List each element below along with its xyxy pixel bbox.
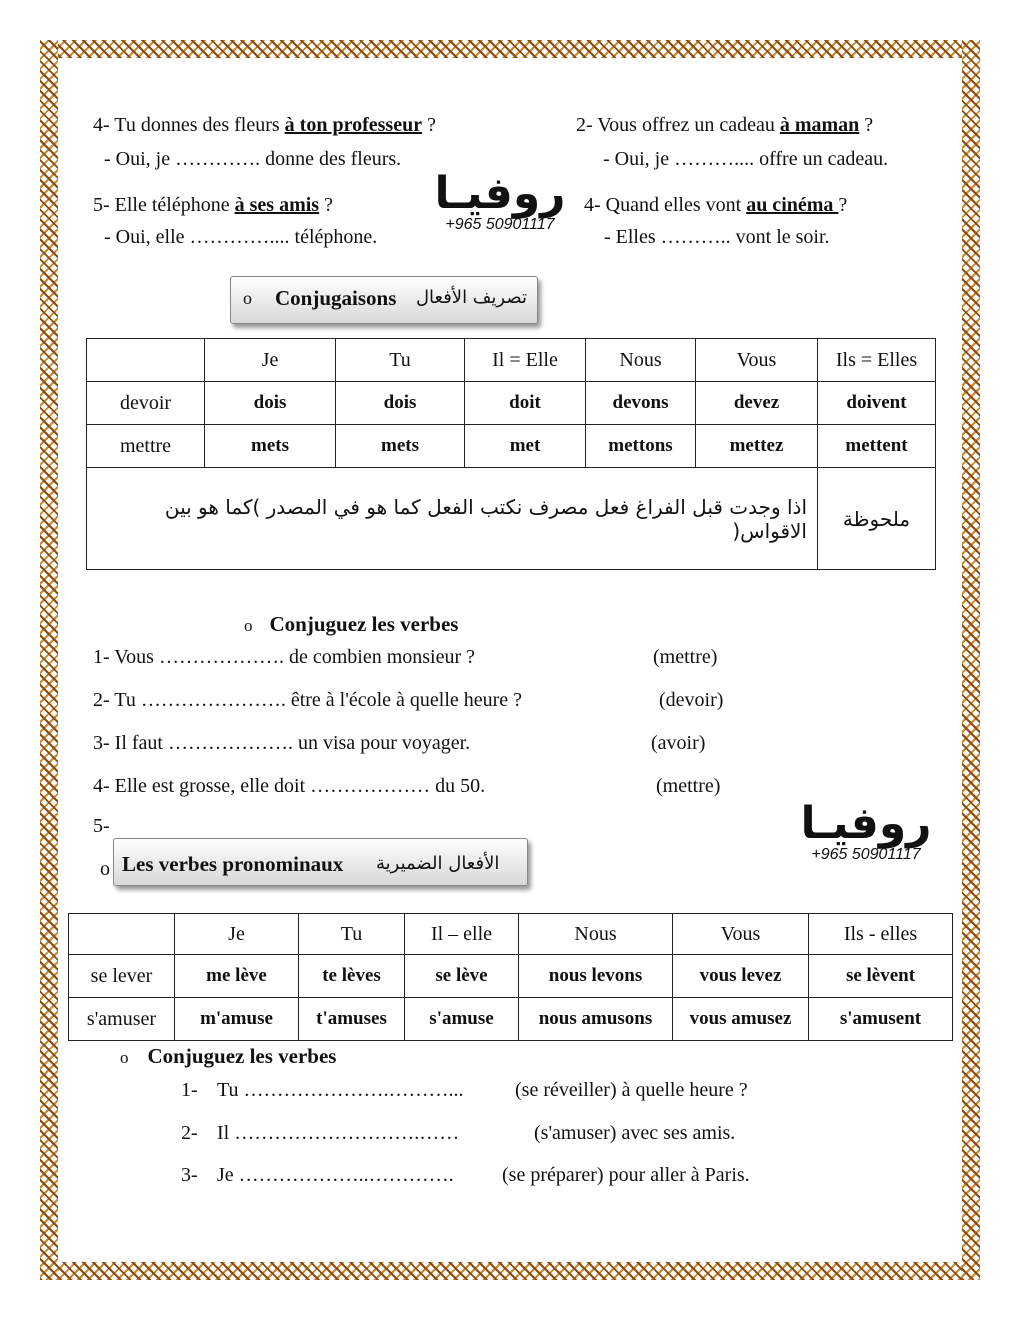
form-cell: mettez (696, 425, 818, 468)
header-nous: Nous (586, 339, 696, 382)
exercise-hint: (devoir) (659, 689, 724, 711)
page-border-top (40, 40, 980, 58)
conjugation-table (86, 338, 936, 570)
form-cell: s'amuse (405, 998, 519, 1041)
verb-mettre: mettre (87, 425, 205, 468)
exercise-item: 1- Vous ………………. de combien monsieur ? (93, 646, 476, 668)
exercise-number: 3- (181, 1164, 198, 1186)
form-cell: devez (696, 382, 818, 425)
exercise-number: 2- (181, 1122, 198, 1144)
form-cell: nous levons (519, 955, 673, 998)
form-cell: s'amusent (809, 998, 953, 1041)
header-empty (69, 914, 175, 955)
form-cell: devons (586, 382, 696, 425)
brand-phone: +965 50901117 (445, 216, 555, 233)
brand-logo (796, 798, 936, 864)
exercise-hint: (s'amuser) avec ses amis. (534, 1122, 736, 1144)
header-ils-elles: Ils - elles (809, 914, 953, 955)
page-border-right (962, 40, 980, 1280)
header-empty (87, 339, 205, 382)
header-vous: Vous (673, 914, 809, 955)
bullet-circle: o (120, 1048, 129, 1067)
banner-title: Conjugaisons (275, 286, 397, 310)
page-border-left (40, 40, 58, 1280)
bullet-circle: o (244, 616, 253, 635)
pronominal-table (68, 913, 953, 1041)
form-cell: dois (205, 382, 336, 425)
banner-title-arabic: تصريف الأفعال (415, 287, 527, 308)
question-right-1: 2- Vous offrez un cadeau à maman ? (576, 114, 874, 136)
exercise-item: Je ………………..…………. (217, 1164, 454, 1186)
header-tu: Tu (299, 914, 405, 955)
section-heading-conjuguez (244, 612, 458, 637)
exercise-item: Tu ………………….………... (217, 1079, 464, 1101)
form-cell: met (465, 425, 586, 468)
form-cell: me lève (175, 955, 299, 998)
exercise-hint: (avoir) (651, 732, 706, 754)
question-left-2: 5- Elle téléphone à ses amis ? (93, 194, 333, 216)
form-cell: vous amusez (673, 998, 809, 1041)
conjugaisons-banner (230, 276, 538, 324)
note-text: اذا وجدت قبل الفراغ فعل مصرف نكتب الفعل كما هو في المصدر )كما هو بين الاقواس( (87, 468, 818, 570)
form-cell: se lèvent (809, 955, 953, 998)
exercise-hint: (se réveiller) à quelle heure ? (515, 1079, 748, 1101)
header-nous: Nous (519, 914, 673, 955)
question-right-2: 4- Quand elles vont au cinéma ? (584, 194, 848, 216)
form-cell: mettent (818, 425, 936, 468)
exercise-number: 1- (181, 1079, 198, 1101)
pronominaux-banner (113, 838, 528, 886)
exercise-hint: (mettre) (653, 646, 718, 668)
header-ils-elles: Ils = Elles (818, 339, 936, 382)
bullet-circle: o (100, 858, 110, 880)
exercise-item: 2- Tu …………………. être à l'école à quelle heure ? (93, 689, 523, 711)
section-title: Conjuguez les verbes (147, 1044, 337, 1068)
header-il-elle: Il – elle (405, 914, 519, 955)
note-label: ملحوظة (818, 468, 936, 570)
form-cell: se lève (405, 955, 519, 998)
form-cell: doit (465, 382, 586, 425)
form-cell: mettons (586, 425, 696, 468)
header-tu: Tu (336, 339, 465, 382)
brand-logo-mark: روفيـا (800, 798, 932, 849)
form-cell: t'amuses (299, 998, 405, 1041)
header-je: Je (205, 339, 336, 382)
form-cell: te lèves (299, 955, 405, 998)
form-cell: doivent (818, 382, 936, 425)
section-title: Conjuguez les verbes (269, 612, 459, 636)
answer-right-1: - Oui, je ……….... offre un cadeau. (603, 148, 889, 170)
banner-title: Les verbes pronominaux (122, 852, 344, 876)
answer-right-2: - Elles ……….. vont le soir. (604, 226, 830, 248)
answer-left-2: - Oui, elle ………….... téléphone. (104, 226, 378, 248)
bullet-circle: o (243, 288, 252, 308)
exercise-hint: (mettre) (656, 775, 721, 797)
header-il-elle: Il = Elle (465, 339, 586, 382)
banner-title-arabic: الأفعال الضميرية (376, 853, 500, 874)
exercise-hint: (se préparer) pour aller à Paris. (502, 1164, 750, 1186)
section-heading-conjuguez-2 (120, 1044, 336, 1069)
brand-phone: +965 50901117 (811, 846, 921, 863)
exercise-item: 4- Elle est grosse, elle doit ……………… du 50. (93, 775, 486, 797)
form-cell: vous levez (673, 955, 809, 998)
verb-se-lever: se lever (69, 955, 175, 998)
form-cell: m'amuse (175, 998, 299, 1041)
exercise-item: Il ……………………….…… (217, 1122, 460, 1144)
header-vous: Vous (696, 339, 818, 382)
brand-logo-mark: روفيـا (434, 168, 566, 219)
header-je: Je (175, 914, 299, 955)
form-cell: dois (336, 382, 465, 425)
verb-s-amuser: s'amuser (69, 998, 175, 1041)
question-left-1: 4- Tu donnes des fleurs à ton professeur ? (93, 114, 436, 136)
brand-logo (430, 168, 570, 234)
form-cell: nous amusons (519, 998, 673, 1041)
form-cell: mets (205, 425, 336, 468)
form-cell: mets (336, 425, 465, 468)
exercise-item-5: 5- (93, 815, 110, 837)
verb-devoir: devoir (87, 382, 205, 425)
answer-left-1: - Oui, je …………. donne des fleurs. (104, 148, 402, 170)
page-border-bottom (40, 1262, 980, 1280)
exercise-item: 3- Il faut ………………. un visa pour voyager. (93, 732, 471, 754)
